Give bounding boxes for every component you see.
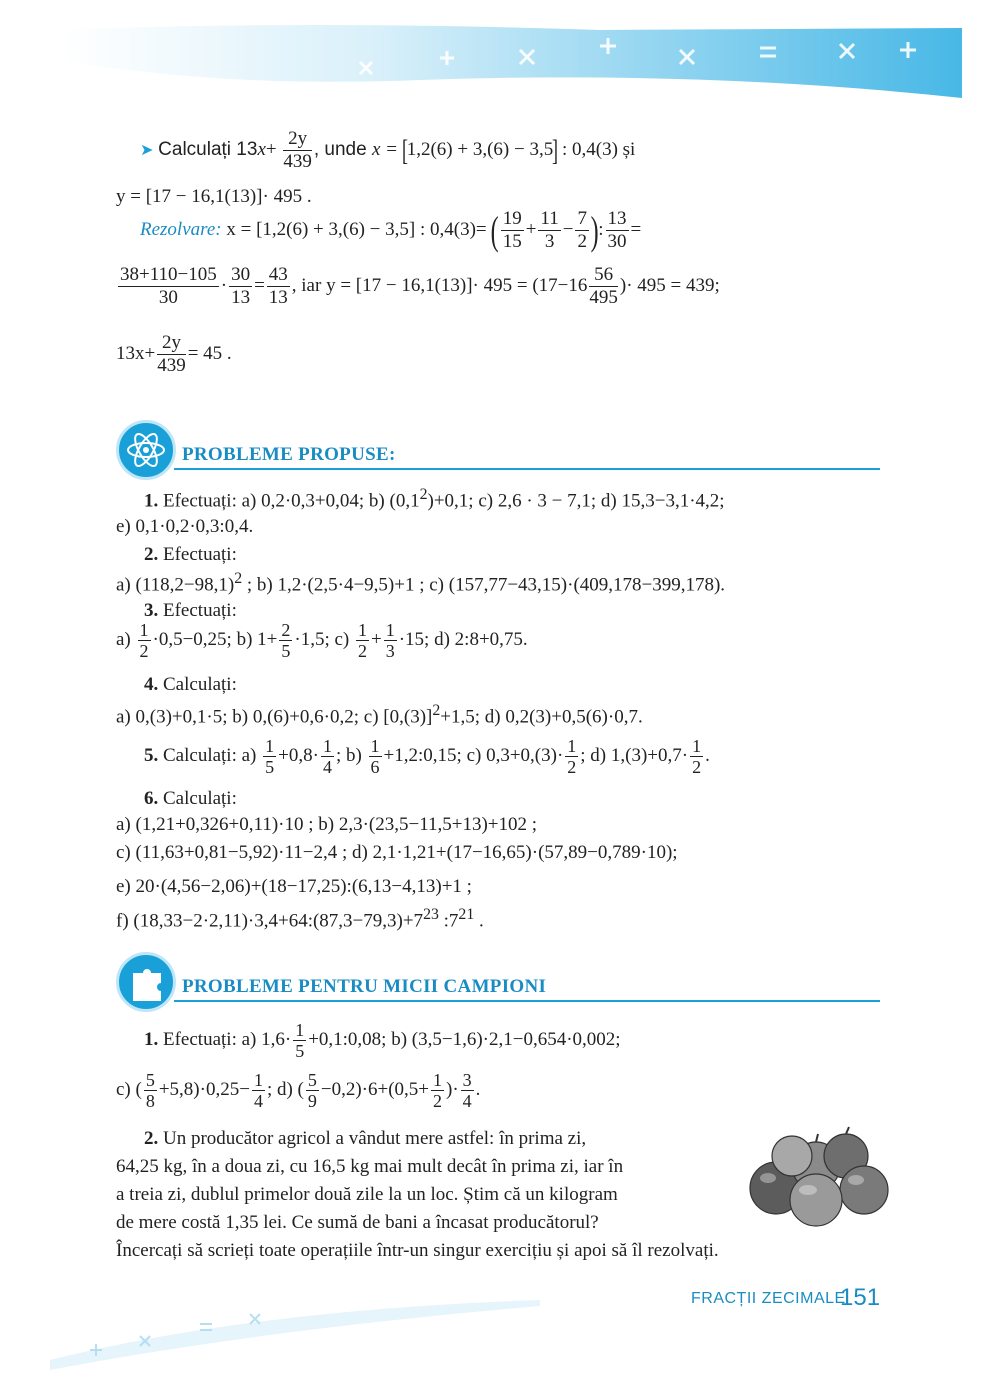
- page-number: 151: [840, 1284, 881, 1311]
- intro-var-x: x: [257, 138, 266, 160]
- intro-line-2: y = [17 − 16,1(13)]· 495 .: [116, 186, 312, 207]
- intro-fraction: $\frac{2y}{439}$: [283, 128, 312, 172]
- problem-text: +1,2:0,15; c) 0,3+0,(3)·: [383, 744, 564, 766]
- frac-numerator: 19: [502, 208, 522, 229]
- frac-denominator: 4: [322, 757, 332, 777]
- problem-text: ·1,5; c): [294, 628, 355, 650]
- frac-denominator: 5: [281, 641, 291, 661]
- final-expr: 13x+: [116, 342, 156, 364]
- problem-text: ·15; d) 2:8+0,75.: [398, 628, 528, 650]
- frac-numerator: 1: [322, 736, 332, 756]
- frac-numerator: 56: [589, 264, 618, 287]
- intro-line-4: $\frac{38+110-105}{30}$ · $\frac{30}{13}$ = $\frac{43}{13}$ , iar y = [17 − 16,1(13)]· 495 = (17−16 $\frac{56}{495}$ )· 495 = 439;: [120, 264, 720, 308]
- atom-icon: [116, 420, 176, 480]
- triangle-bullet-icon: ➤: [140, 141, 154, 159]
- champion-problem-2-line4: de mere costă 1,35 lei. Ce sumă de bani a încasat producătorul?: [116, 1212, 599, 1233]
- problem-text: Calculați:: [158, 674, 237, 695]
- frac-denominator: 9: [307, 1091, 317, 1111]
- frac-numerator: 1: [265, 736, 275, 756]
- champion-problem-2-line1: [144, 1128, 586, 1150]
- intro-x-eq: x =: [371, 138, 403, 160]
- frac-numerator: 1: [253, 1070, 263, 1090]
- problem-number: 5.: [144, 744, 159, 766]
- problem-5: [144, 736, 710, 777]
- problem-text: ; d) 1,(3)+0,7·: [580, 744, 689, 766]
- exponent: 21: [458, 906, 475, 923]
- frac-denominator: 4: [253, 1091, 263, 1111]
- frac-numerator: 1: [139, 620, 149, 640]
- problem-2-heading: [144, 544, 237, 566]
- frac-denominator: 5: [265, 757, 275, 777]
- frac-denominator: 2: [577, 231, 587, 252]
- problem-number: 3.: [144, 600, 159, 621]
- problem-4-items: [116, 702, 643, 728]
- solution-expr: x = [1,2(6) + 3,(6) − 3,5] : 0,4(3)=: [221, 218, 487, 240]
- problem-number: 4.: [144, 674, 159, 695]
- problem-text: Efectuați: a) 1,6·: [158, 1028, 292, 1050]
- problem-text: ·0,5−0,25; b) 1+: [152, 628, 278, 650]
- section-heading-micii-campioni: [116, 952, 880, 1012]
- problem-text: a): [116, 628, 136, 650]
- frac-denominator: 2: [567, 757, 577, 777]
- frac-denominator: 6: [370, 757, 380, 777]
- intro-bracket-expr: 1,2(6) + 3,(6) − 3,5: [406, 138, 554, 160]
- frac-numerator: 1: [295, 1020, 305, 1040]
- problem-number: 1.: [144, 490, 159, 512]
- champion-problem-2-line2: 64,25 kg, în a doua zi, cu 16,5 kg mai mult decât în prima zi, iar în: [116, 1156, 624, 1177]
- problem-text: Un producător agricol a vândut mere astfel: în prima zi,: [158, 1128, 587, 1149]
- problem-text: .: [474, 910, 484, 932]
- frac-denominator: 2: [139, 641, 149, 661]
- frac-numerator: 2y: [157, 332, 186, 355]
- frac-denominator: 30: [158, 287, 178, 308]
- frac-denominator: 3: [385, 641, 395, 661]
- problem-text: .: [705, 744, 710, 766]
- exponent: 2: [234, 570, 243, 587]
- frac-denominator: 2: [358, 641, 368, 661]
- problem-number: 6.: [144, 788, 159, 809]
- section-heading-probleme-propuse: [116, 420, 880, 480]
- rezolvare-label: Rezolvare:: [140, 218, 222, 240]
- frac-denominator: 4: [462, 1091, 472, 1111]
- problem-text: :7: [438, 910, 459, 932]
- problem-text: .: [475, 1078, 481, 1100]
- frac-denominator: 3: [544, 231, 555, 252]
- section-title: PROBLEME PROPUSE:: [182, 444, 396, 465]
- frac-numerator: 13: [607, 208, 627, 229]
- intro-text: Calculați 13: [158, 138, 258, 160]
- exponent: 2: [419, 486, 428, 503]
- frac-denominator: 495: [589, 287, 618, 308]
- champion-problem-2-line5: Încercați să scrieți toate operațiile într-un singur exercițiu și apoi să îl rezolvați.: [116, 1240, 719, 1261]
- frac-denominator: 8: [145, 1091, 155, 1111]
- frac-numerator: 5: [307, 1070, 317, 1090]
- problem-text: Efectuați:: [158, 544, 237, 565]
- section-rule: [174, 1000, 880, 1002]
- champion-problem-1: [144, 1020, 621, 1061]
- frac-denominator: 13: [231, 287, 251, 308]
- frac-numerator: 38+110−105: [120, 264, 217, 285]
- problem-text: Efectuați:: [158, 600, 237, 621]
- frac-denominator: 439: [157, 355, 186, 376]
- intro-plus: +: [265, 138, 277, 160]
- plus-sign: +: [371, 628, 382, 650]
- top-decorative-banner: [0, 0, 992, 120]
- intro-y-expr: , iar y = [17 − 16,1(13)]· 495 = (17−16: [291, 274, 588, 296]
- intro-divisor: : 0,4(3) și: [557, 138, 636, 160]
- problem-1: [144, 486, 725, 512]
- frac-numerator: 1: [692, 736, 702, 756]
- frac-numerator: 2: [281, 620, 291, 640]
- apples-image: [736, 1126, 894, 1232]
- section-rule: [174, 468, 880, 470]
- problem-text: c) (: [116, 1078, 142, 1100]
- problem-6-e: e) 20·(4,56−2,06)+(18−17,25):(6,13−4,13)+1 ;: [116, 876, 472, 897]
- problem-1-e: e) 0,1·0,2·0,3:0,4.: [116, 516, 254, 537]
- frac-numerator: 5: [145, 1070, 155, 1090]
- frac-numerator: 11: [540, 208, 559, 229]
- frac-denominator: 2: [433, 1091, 443, 1111]
- problem-6-ab: a) (1,21+0,326+0,11)·10 ; b) 2,3·(23,5−11,5+13)+102 ;: [116, 814, 538, 835]
- bottom-decorative-banner: [0, 1270, 560, 1389]
- final-result: = 45 .: [187, 342, 232, 364]
- intro-line-5: [116, 332, 232, 377]
- footer-chapter-label: FRACȚII ZECIMALE: [691, 1290, 846, 1307]
- frac-denominator: 30: [607, 231, 627, 252]
- problem-text: )·: [446, 1078, 459, 1100]
- section-title: PROBLEME PENTRU MICII CAMPIONI: [182, 976, 547, 997]
- exponent: 23: [423, 906, 439, 923]
- frac-denominator: 5: [295, 1041, 305, 1061]
- problem-text: f) (18,33−2·2,11)·3,4+64:(87,3−79,3)+7: [116, 910, 424, 932]
- problem-4-heading: [144, 674, 237, 696]
- problem-text: a) 0,(3)+0,1·5; b) 0,(6)+0,6·0,2; c) [0,(3)]: [116, 706, 433, 728]
- champion-problem-2-line3: a treia zi, dublul primelor două zile la un loc. Știm că un kilogram: [116, 1184, 618, 1205]
- frac-numerator: 1: [385, 620, 395, 640]
- problem-6-heading: [144, 788, 237, 810]
- frac-numerator: 43: [268, 264, 288, 285]
- problem-3-heading: [144, 600, 237, 622]
- problem-text: ; b) 1,2·(2,5·4−9,5)+1 ; c) (157,77−43,15)·(409,178−399,178).: [242, 574, 726, 596]
- frac-denominator: 13: [268, 287, 288, 308]
- frac-numerator: 30: [231, 264, 251, 285]
- puzzle-icon: [116, 952, 176, 1012]
- problem-text: ; b): [335, 744, 367, 766]
- problem-text: )+0,1; c) 2,6 · 3 − 7,1; d) 15,3−3,1·4,2;: [427, 490, 725, 512]
- frac-numerator: 1: [567, 736, 577, 756]
- frac-numerator: 3: [462, 1070, 472, 1090]
- problem-text: +1,5; d) 0,2(3)+0,5(6)·0,7.: [440, 706, 643, 728]
- intro-solution-line: Rezolvare: x = [1,2(6) + 3,(6) − 3,5] : 0,4(3)= ( $\frac{19}{15}$ + $\frac{11}{3}$ − $\frac{7}{2}$ ): $\frac{13}{30}$ =: [140, 207, 642, 253]
- frac-denominator: 15: [502, 231, 522, 252]
- intro-y-result: )· 495 = 439;: [619, 274, 720, 296]
- problem-number: 1.: [144, 1028, 159, 1050]
- frac-numerator: 7: [577, 208, 587, 229]
- problem-text: a) (118,2−98,1): [116, 574, 235, 596]
- exponent: 2: [432, 702, 441, 719]
- problem-text: Calculați:: [158, 788, 237, 809]
- champion-problem-1-cd: [116, 1070, 480, 1111]
- intro-unde: , unde: [313, 138, 372, 160]
- problem-text: +5,8)·0,25−: [158, 1078, 250, 1100]
- problem-number: 2.: [144, 1128, 159, 1149]
- problem-text: ; d) (: [266, 1078, 304, 1100]
- frac-numerator: 1: [370, 736, 380, 756]
- problem-3-items: [116, 620, 528, 661]
- problem-text: +0,1:0,08; b) (3,5−1,6)·2,1−0,654·0,002;: [308, 1028, 621, 1050]
- problem-text: Efectuați: a) 0,2·0,3+0,04; b) (0,1: [158, 490, 420, 512]
- problem-2-items: [116, 570, 725, 596]
- problem-text: Calculați: a): [158, 744, 262, 766]
- frac-denominator: 2: [692, 757, 702, 777]
- problem-6-cd: c) (11,63+0,81−5,92)·11−2,4 ; d) 2,1·1,21+(17−16,65)·(57,89−0,789·10);: [116, 842, 678, 863]
- problem-number: 2.: [144, 544, 159, 565]
- intro-line-1: ➤ Calculați 13x+ $\frac{2y}{439}$ , unde x = [1,2(6) + 3,(6) − 3,5] : 0,4(3) și: [140, 128, 636, 172]
- frac-numerator: 1: [433, 1070, 443, 1090]
- problem-text: −0,2)·6+(0,5+: [320, 1078, 430, 1100]
- problem-text: +0,8·: [278, 744, 319, 766]
- problem-6-f: [116, 906, 484, 932]
- frac-numerator: 1: [358, 620, 368, 640]
